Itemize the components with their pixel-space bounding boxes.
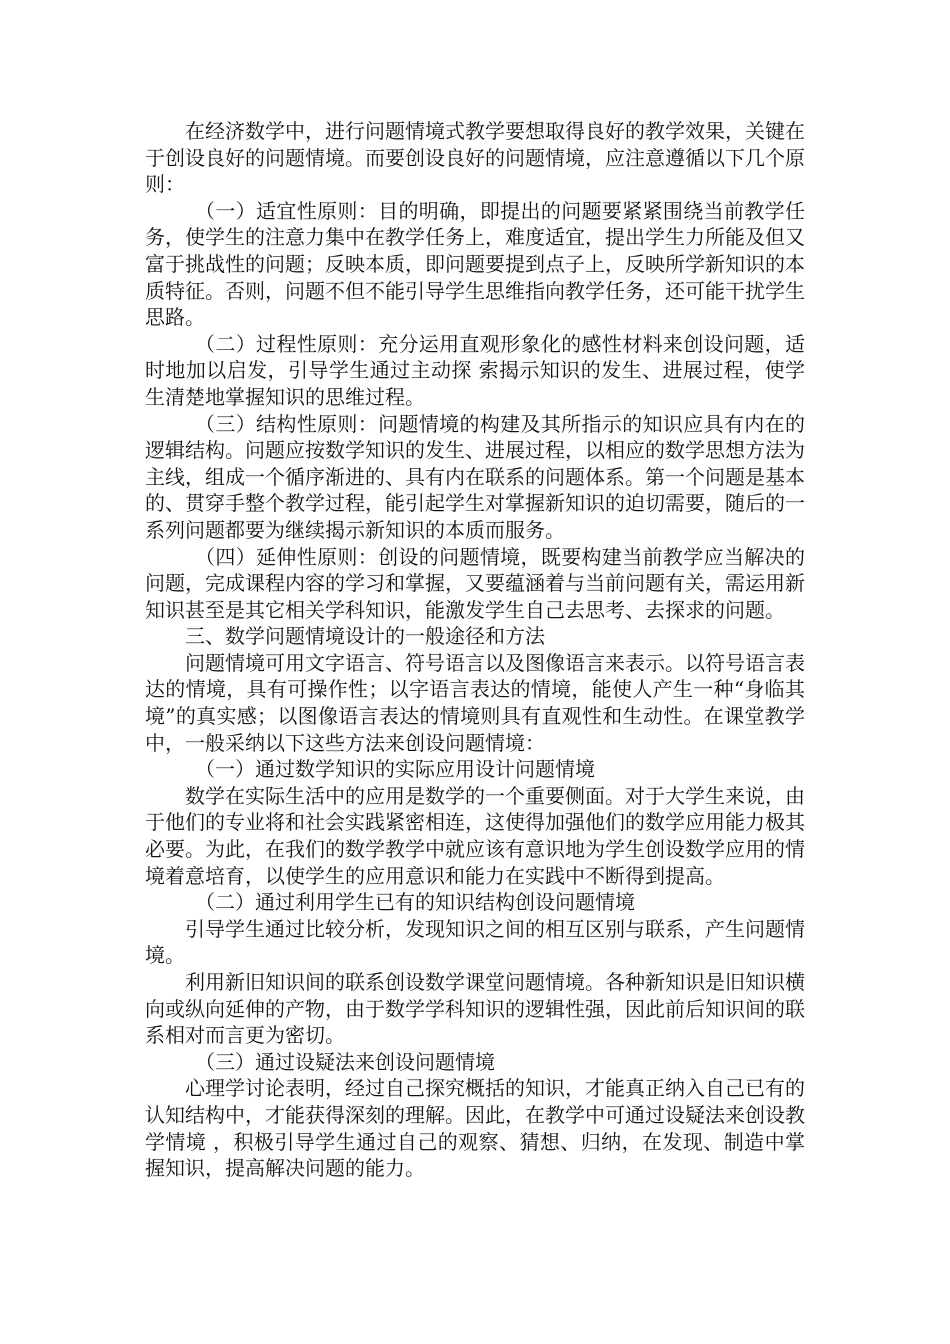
subheading-questioning: （三）通过设疑法来创设问题情境: [195, 1049, 495, 1074]
paragraph-comparison: 引导学生通过比较分析，发现知识之间的相互区别与联系，产生问题情境。: [145, 916, 805, 968]
subheading-knowledge-structure: （二）通过利用学生已有的知识结构创设问题情境: [195, 890, 635, 915]
section-heading-methods: 三、数学问题情境设计的一般途径和方法: [185, 624, 545, 649]
paragraph-principle-suitability: （一）适宜性原则：目的明确，即提出的问题要紧紧围绕当前教学任务，使学生的注意力集中在教学任务上，难度适宜，提出学生力所能及但又富于挑战性的问题；反映本质，即问题要提到点子上，反映所学新知识的本质特征。否则，问题不但不能引导学生思维指向教学任务，还可能干扰学生思路。: [145, 198, 805, 330]
paragraph-intro: 在经济数学中，进行问题情境式教学要想取得良好的教学效果，关键在于创设良好的问题情境。而要创设良好的问题情境，应注意遵循以下几个原则：: [145, 119, 805, 197]
paragraph-old-new-knowledge: 利用新旧知识间的联系创设数学课堂问题情境。各种新知识是旧知识横向或纵向延伸的产物，由于数学学科知识的逻辑性强，因此前后知识间的联系相对而言更为密切。: [145, 970, 805, 1048]
paragraph-principle-extension: （四）延伸性原则：创设的问题情境，既要构建当前教学应当解决的问题，完成课程内容的学习和掌握，又要蕴涵着与当前问题有关，需运用新知识甚至是其它相关学科知识，能激发学生自己去思考、去探求的问题。: [145, 544, 805, 622]
paragraph-application: 数学在实际生活中的应用是数学的一个重要侧面。对于大学生来说，由于他们的专业将和社会实践紧密相连，这使得加强他们的数学应用能力极其必要。为此，在我们的数学教学中就应该有意识地为学生创设数学应用的情境着意培育，以使学生的应用意识和能力在实践中不断得到提高。: [145, 783, 805, 888]
paragraph-methods-intro: 问题情境可用文字语言、符号语言以及图像语言来表示。以符号语言表达的情境，具有可操作性；以字语言表达的情境，能使人产生一种“身临其境”的真实感；以图像语言表达的情境则具有直观性和生动性。在课堂教学中，一般采纳以下这些方法来创设问题情境：: [145, 650, 805, 755]
subheading-application: （一）通过数学知识的实际应用设计问题情境: [195, 757, 595, 782]
document-body: [145, 118, 805, 1182]
paragraph-principle-structure: （三）结构性原则：问题情境的构建及其所指示的知识应具有内在的逻辑结构。问题应按数学知识的发生、进展过程，以相应的数学思想方法为主线，组成一个循序渐进的、具有内在联系的问题体系。第一个问题是基本的、贯穿手整个教学过程，能引起学生对掌握新知识的迫切需要，随后的一系列问题都要为继续揭示新知识的本质而服务。: [145, 411, 805, 542]
paragraph-questioning: 心理学讨论表明，经过自己探究概括的知识，才能真正纳入自己已有的认知结构中，才能获得深刻的理解。因此，在教学中可通过设疑法来创设教学情境 ，积极引导学生通过自己的观察、猜想、归纳，在发现、制造中掌握知识，提高解决问题的能力。: [145, 1076, 805, 1181]
paragraph-principle-process: （二）过程性原则：充分运用直观形象化的感性材料来创设问题，适时地加以启发，引导学生通过主动探 索揭示知识的发生、进展过程，使学生清楚地掌握知识的思维过程。: [145, 331, 805, 409]
